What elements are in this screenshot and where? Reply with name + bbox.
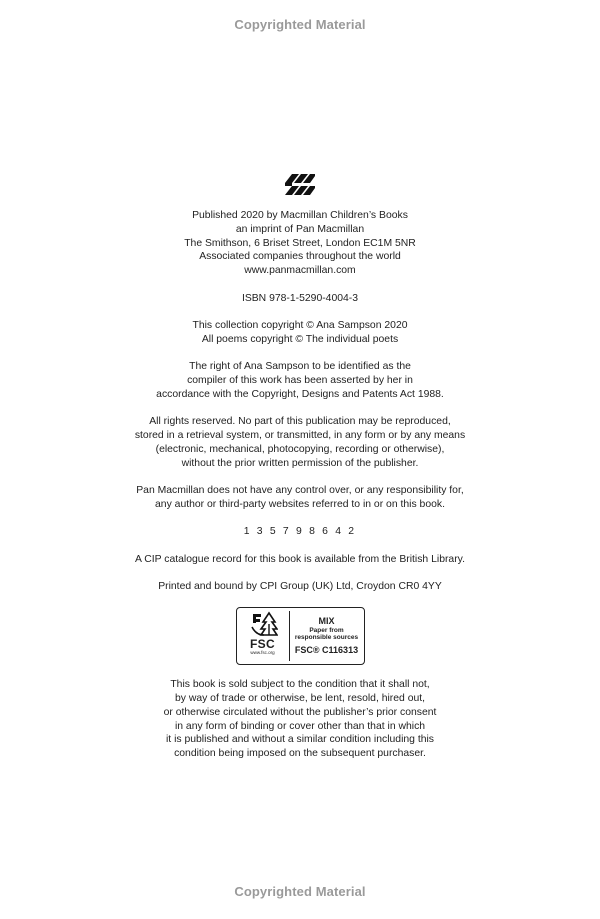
cip-block [0,553,600,567]
copyright-watermark-bottom: Copyrighted Material [234,884,366,899]
copyright-watermark-top: Copyrighted Material [234,17,366,32]
moral-rights-block [0,360,600,401]
copyright-line: This collection copyright © Ana Sampson 2020 [192,319,408,331]
printing-line-block [0,525,600,539]
sale-condition-line: in any form of binding or cover other than that in which [174,720,426,732]
printer-block [0,580,600,594]
fsc-mix: MIX [318,615,335,626]
isbn-block [0,292,600,306]
fsc-desc-line: Paper from [309,626,344,634]
fsc-desc-line: responsible sources [294,634,359,642]
copyright-page-body [0,209,600,775]
cip-statement: A CIP catalogue record for this book is available from the British Library. [135,553,465,565]
third-party-line: any author or third-party websites referred to in or on this book. [155,498,445,510]
third-party-block [0,484,600,512]
rights-reserved-line: All rights reserved. No part of this publication may be reproduced, [149,416,451,428]
fsc-tree-icon [248,611,278,637]
printer-statement: Printed and bound by CPI Group (UK) Ltd, Croydon CR0 4YY [158,580,442,592]
publisher-website: www.panmacmillan.com [244,265,356,277]
third-party-line: Pan Macmillan does not have any control over, or any responsibility for, [136,484,464,496]
fsc-label-wrapper [0,607,600,665]
fsc-license-code: FSC® C116313 [294,644,359,655]
rights-reserved-block [0,415,600,470]
macmillan-logo-icon [285,173,315,197]
copyright-block [0,319,600,347]
publisher-block [0,209,600,278]
publisher-line: The Smithson, 6 Briset Street, London EC1M 5NR [184,237,416,249]
isbn: ISBN 978-1-5290-4004-3 [241,292,359,304]
moral-rights-line: compiler of this work has been asserted by her in [187,374,413,386]
rights-reserved-line: stored in a retrieval system, or transmitted, in any form or by any means [134,429,466,441]
fsc-website: www.fsc.org [250,650,275,656]
sale-condition-line: by way of trade or otherwise, be lent, resold, hired out, [174,693,426,705]
fsc-label [236,607,365,665]
fsc-logo [241,611,285,661]
printing-line: 1 3 5 7 9 8 6 4 2 [243,526,357,538]
moral-rights-line: accordance with the Copyright, Designs and Patents Act 1988. [156,388,444,400]
moral-rights-line: The right of Ana Sampson to be identified as the [189,361,411,373]
sale-condition-line: condition being imposed on the subsequent purchaser. [174,748,426,760]
fsc-divider [289,611,290,661]
copyright-line: All poems copyright © The individual poets [201,333,399,345]
sale-condition-line: This book is sold subject to the condition that it shall not, [170,679,430,691]
sale-condition-line: it is published and without a similar condition including this [166,734,434,746]
fsc-info [294,611,360,661]
publisher-line: an imprint of Pan Macmillan [235,223,365,235]
fsc-letters: FSC [250,637,275,652]
publisher-line: Published 2020 by Macmillan Children’s Books [192,210,408,221]
sale-condition-line: or otherwise circulated without the publisher’s prior consent [163,706,437,718]
rights-reserved-line: without the prior written permission of the publisher. [181,457,419,469]
rights-reserved-line: (electronic, mechanical, photocopying, recording or otherwise), [155,443,445,455]
sale-condition-block [0,678,600,761]
publisher-line: Associated companies throughout the world [199,251,401,263]
